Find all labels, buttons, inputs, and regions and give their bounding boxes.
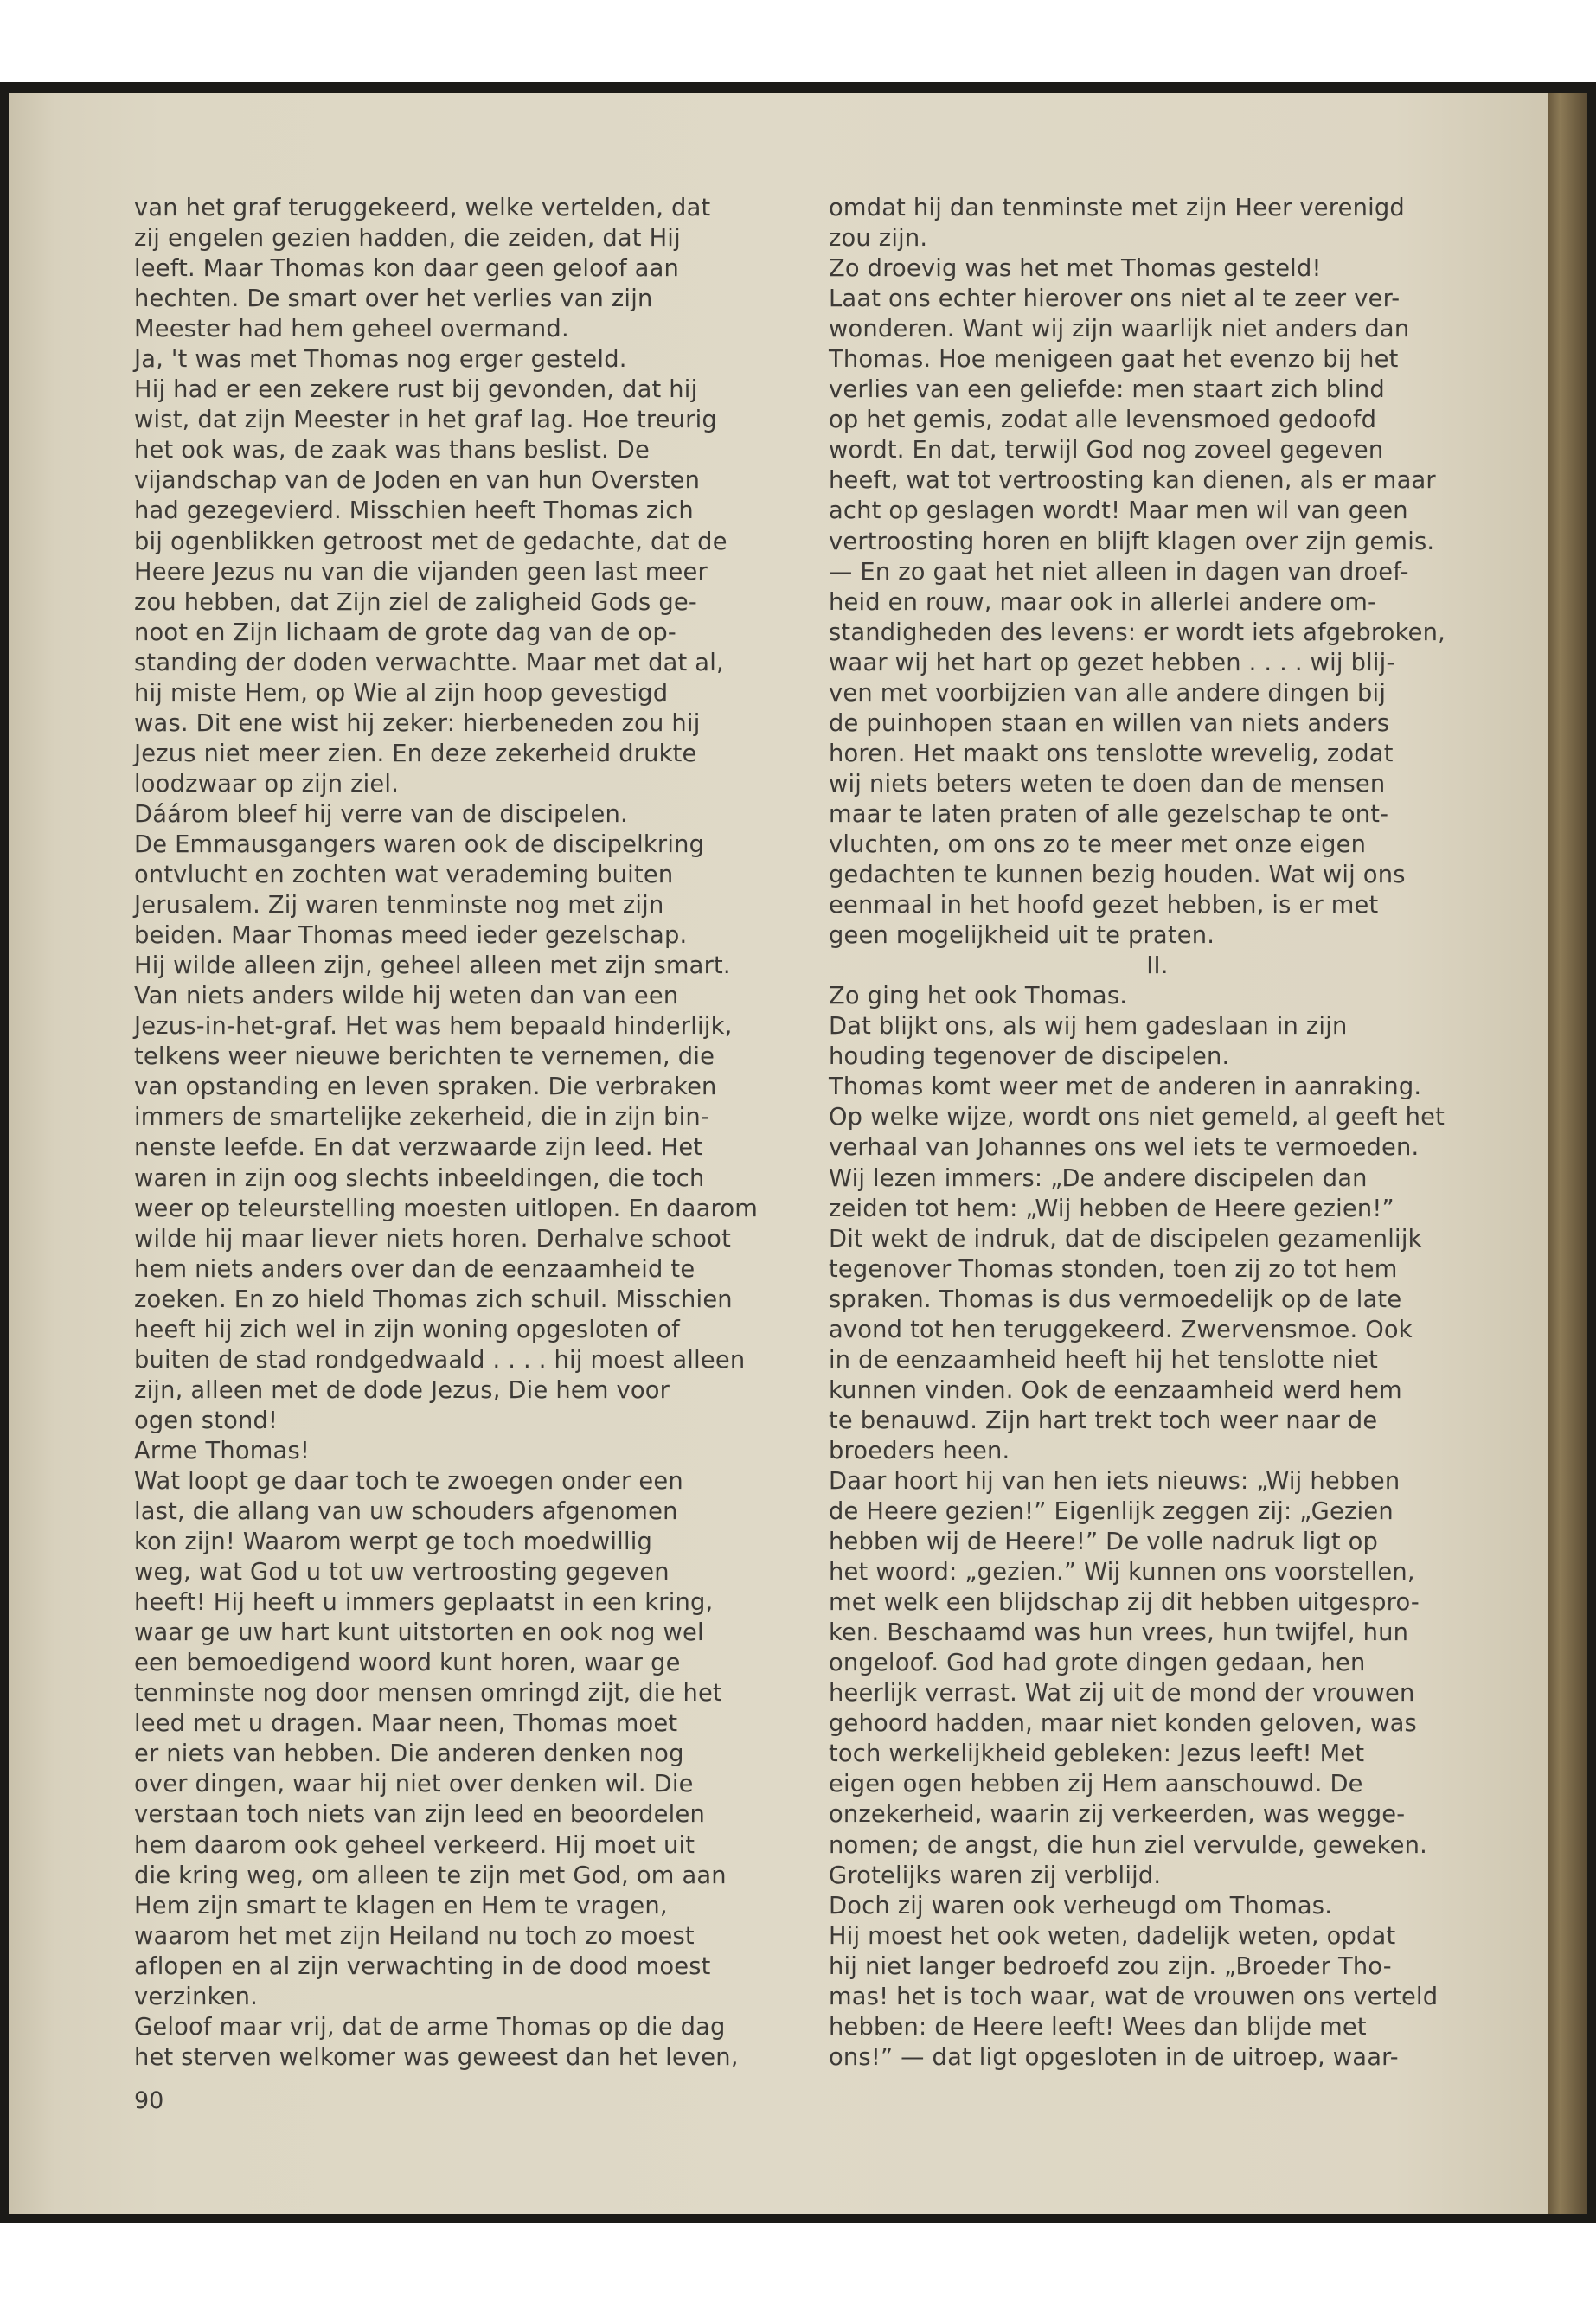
- text-line: broeders heen.: [829, 1437, 1010, 1465]
- text-line: avond tot hen teruggekeerd. Zwervensmoe. Ook: [829, 1316, 1413, 1343]
- text-line: van het graf teruggekeerd, welke vertelden, dat: [134, 195, 711, 221]
- text-line: Grotelijks waren zij verblijd.: [829, 1862, 1162, 1889]
- text-line: horen. Het maakt ons tenslotte wrevelig, zodat: [829, 740, 1394, 767]
- text-line: De Emmausgangers waren ook de discipelkring: [134, 830, 705, 858]
- text-line: Geloof maar vrij, dat de arme Thomas op die dag: [134, 2013, 726, 2041]
- text-line: zijn, alleen met de dode Jezus, Die hem voor: [134, 1376, 670, 1404]
- text-line: hem niets anders over dan de eenzaamheid te: [134, 1255, 695, 1283]
- text-line: toch werkelijkheid gebleken: Jezus leeft! Met: [829, 1740, 1365, 1768]
- text-line: Zo droevig was het met Thomas gesteld!: [829, 255, 1322, 283]
- text-line: de puinhopen staan en willen van niets anders: [829, 709, 1390, 737]
- text-line: hem daarom ook geheel verkeerd. Hij moet uit: [134, 1831, 695, 1859]
- text-line: was. Dit ene wist hij zeker: hierbeneden zou hij: [134, 709, 701, 737]
- text-line: heeft, wat tot vertroosting kan dienen, als er maar: [829, 467, 1436, 495]
- text-line: Op welke wijze, wordt ons niet gemeld, al geeft het: [829, 1104, 1445, 1131]
- text-line: onzekerheid, waarin zij verkeerden, was wegge-: [829, 1801, 1406, 1829]
- text-line: die kring weg, om alleen te zijn met God, om aan: [134, 1862, 727, 1889]
- text-line: Laat ons echter hierover ons niet al te zeer ver-: [829, 285, 1401, 313]
- text-line: Hij moest het ook weten, dadelijk weten, opdat: [829, 1922, 1396, 1950]
- text-line: heid en rouw, maar ook in allerlei andere om-: [829, 588, 1377, 616]
- text-line: het sterven welkomer was geweest dan het leven,: [134, 2043, 739, 2071]
- text-line: waar wij het hart op gezet hebben . . . . wij blij-: [829, 649, 1395, 676]
- text-line: kunnen vinden. Ook de eenzaamheid werd hem: [829, 1376, 1402, 1404]
- text-line: vijandschap van de Joden en van hun Oversten: [134, 467, 701, 495]
- text-line: tenminste nog door mensen omringd zijt, die het: [134, 1680, 722, 1708]
- text-line: verzinken.: [134, 1983, 258, 2010]
- text-line: hechten. De smart over het verlies van zijn: [134, 285, 653, 313]
- text-line: aflopen en al zijn verwachting in de dood moest: [134, 1952, 711, 1980]
- text-line: tegenover Thomas stonden, toen zij zo tot hem: [829, 1255, 1398, 1283]
- text-line: ontvlucht en zochten wat verademing buiten: [134, 862, 674, 889]
- text-line: Dáárom bleef hij verre van de discipelen.: [134, 800, 628, 828]
- text-line: vertroosting horen en blijft klagen over zijn gemis.: [829, 528, 1435, 555]
- text-line: Jerusalem. Zij waren tenminste nog met zijn: [134, 892, 664, 920]
- section-heading: II.: [1146, 952, 1169, 980]
- text-line: ongeloof. God had grote dingen gedaan, hen: [829, 1650, 1366, 1677]
- text-line: weg, wat God u tot uw vertroosting gegeven: [134, 1559, 670, 1586]
- text-line: standing der doden verwachtte. Maar met dat al,: [134, 649, 724, 676]
- text-line: wij niets beters weten te doen dan de mensen: [829, 770, 1386, 798]
- text-line: Heere Jezus nu van die vijanden geen last meer: [134, 558, 708, 586]
- text-line: op het gemis, zodat alle levensmoed gedoofd: [829, 407, 1377, 434]
- text-line: nenste leefde. En dat verzwaarde zijn leed. Het: [134, 1134, 703, 1162]
- text-line: kon zijn! Waarom werpt ge toch moedwillig: [134, 1529, 653, 1556]
- text-line: ken. Beschaamd was hun vrees, hun twijfel, hun: [829, 1619, 1409, 1647]
- page-number: 90: [134, 2087, 164, 2114]
- text-line: eigen ogen hebben zij Hem aanschouwd. De: [829, 1771, 1363, 1798]
- text-line: had gezegevierd. Misschien heeft Thomas zich: [134, 497, 694, 525]
- text-line: ven met voorbijzien van alle andere dingen bij: [829, 679, 1387, 707]
- text-line: vluchten, om ons zo te meer met onze eigen: [829, 830, 1367, 858]
- text-line: telkens weer nieuwe berichten te vernemen, die: [134, 1043, 715, 1071]
- text-line: wordt. En dat, terwijl God nog zoveel gegeven: [829, 437, 1384, 465]
- text-line: Dit wekt de indruk, dat de discipelen gezamenlijk: [829, 1225, 1422, 1253]
- text-line: omdat hij dan tenminste met zijn Heer verenigd: [829, 195, 1405, 221]
- text-line: zij engelen gezien hadden, die zeiden, dat Hij: [134, 225, 681, 253]
- text-line: de Heere gezien!” Eigenlijk zeggen zij: „Gezien: [829, 1498, 1394, 1526]
- text-line: noot en Zijn lichaam de grote dag van de op-: [134, 619, 676, 646]
- text-line: heeft hij zich wel in zijn woning opgesloten of: [134, 1316, 680, 1343]
- text-line: heerlijk verrast. Wat zij uit de mond der vrouwen: [829, 1680, 1415, 1708]
- text-line: Hij had er een zekere rust bij gevonden, dat hij: [134, 376, 698, 404]
- text-line: heeft! Hij heeft u immers geplaatst in een kring,: [134, 1589, 714, 1617]
- text-line: Zo ging het ook Thomas.: [829, 983, 1128, 1010]
- text-line: over dingen, waar hij niet over denken wil. Die: [134, 1771, 694, 1798]
- text-line: houding tegenover de discipelen.: [829, 1043, 1230, 1071]
- text-line: Wij lezen immers: „De andere discipelen dan: [829, 1164, 1368, 1192]
- text-line: Thomas. Hoe menigeen gaat het evenzo bij het: [829, 346, 1399, 374]
- text-line: gedachten te kunnen bezig houden. Wat wij ons: [829, 862, 1406, 889]
- text-line: met welk een blijdschap zij dit hebben uitgespro-: [829, 1589, 1420, 1617]
- text-line: weer op teleurstelling moesten uitlopen. En daarom: [134, 1195, 759, 1222]
- text-line: zoeken. En zo hield Thomas zich schuil. Misschien: [134, 1285, 733, 1313]
- text-line: spraken. Thomas is dus vermoedelijk op de late: [829, 1285, 1402, 1313]
- text-line: wilde hij maar liever niets horen. Derhalve schoot: [134, 1225, 731, 1253]
- text-line: wist, dat zijn Meester in het graf lag. Hoe treurig: [134, 407, 717, 434]
- text-line: Arme Thomas!: [134, 1437, 311, 1465]
- text-line: het woord: „gezien.” Wij kunnen ons voorstellen,: [829, 1559, 1415, 1586]
- text-line: — En zo gaat het niet alleen in dagen van droef-: [829, 558, 1409, 586]
- text-line: Hem zijn smart te klagen en Hem te vragen,: [134, 1892, 668, 1920]
- text-line: te benauwd. Zijn hart trekt toch weer naar de: [829, 1407, 1378, 1434]
- text-line: waren in zijn oog slechts inbeeldingen, die toch: [134, 1164, 705, 1192]
- text-line: gehoord hadden, maar niet konden geloven, was: [829, 1710, 1417, 1738]
- text-line: van opstanding en leven spraken. Die verbraken: [134, 1074, 717, 1101]
- text-line: standigheden des levens: er wordt iets afgebroken,: [829, 619, 1445, 646]
- text-line: hij miste Hem, op Wie al zijn hoop gevestigd: [134, 679, 669, 707]
- text-line: loodzwaar op zijn ziel.: [134, 770, 400, 798]
- text-line: acht op geslagen wordt! Maar men wil van geen: [829, 497, 1408, 525]
- text-line: ons!” — dat ligt opgesloten in de uitroep, waar-: [829, 2043, 1399, 2071]
- text-line: een bemoedigend woord kunt horen, waar ge: [134, 1650, 681, 1677]
- text-line: leeft. Maar Thomas kon daar geen geloof aan: [134, 255, 679, 283]
- text-line: Jezus niet meer zien. En deze zekerheid drukte: [134, 740, 697, 767]
- text-line: zou zijn.: [829, 225, 928, 253]
- text-line: het ook was, de zaak was thans beslist. De: [134, 437, 650, 465]
- text-line: hebben: de Heere leeft! Wees dan blijde met: [829, 2013, 1367, 2041]
- text-line: buiten de stad rondgedwaald . . . . hij moest alleen: [134, 1346, 746, 1374]
- text-line: geen mogelijkheid uit te praten.: [829, 922, 1215, 950]
- text-line: ogen stond!: [134, 1407, 279, 1434]
- text-line: verlies van een geliefde: men staart zich blind: [829, 376, 1385, 404]
- text-line: mas! het is toch waar, wat de vrouwen ons verteld: [829, 1983, 1439, 2010]
- text-line: Van niets anders wilde hij weten dan van een: [134, 983, 679, 1010]
- text-line: in de eenzaamheid heeft hij het tenslotte niet: [829, 1346, 1379, 1374]
- text-line: Doch zij waren ook verheugd om Thomas.: [829, 1892, 1333, 1920]
- text-line: Dat blijkt ons, als wij hem gadeslaan in zijn: [829, 1013, 1348, 1041]
- text-line: waar ge uw hart kunt uitstorten en ook nog wel: [134, 1619, 704, 1647]
- text-line: zeiden tot hem: „Wij hebben de Heere gezien!”: [829, 1195, 1394, 1222]
- text-line: Ja, 't was met Thomas nog erger gesteld.: [134, 346, 627, 374]
- text-line: Jezus-in-het-graf. Het was hem bepaald hinderlijk,: [134, 1013, 733, 1041]
- text-line: wonderen. Want wij zijn waarlijk niet anders dan: [829, 316, 1410, 343]
- text-line: last, die allang van uw schouders afgenomen: [134, 1498, 678, 1526]
- text-line: Daar hoort hij van hen iets nieuws: „Wij hebben: [829, 1467, 1401, 1495]
- left-text-column: [134, 193, 792, 2073]
- text-line: maar te laten praten of alle gezelschap te ont-: [829, 800, 1389, 828]
- text-line: Wat loopt ge daar toch te zwoegen onder een: [134, 1467, 683, 1495]
- text-line: leed met u dragen. Maar neen, Thomas moet: [134, 1710, 678, 1738]
- text-line: eenmaal in het hoofd gezet hebben, is er met: [829, 892, 1379, 920]
- text-line: Thomas komt weer met de anderen in aanraking.: [829, 1074, 1422, 1101]
- text-line: immers de smartelijke zekerheid, die in zijn bin-: [134, 1104, 709, 1131]
- text-line: waarom het met zijn Heiland nu toch zo moest: [134, 1922, 695, 1950]
- text-line: nomen; de angst, die hun ziel vervulde, geweken.: [829, 1831, 1428, 1859]
- text-line: verhaal van Johannes ons wel iets te vermoeden.: [829, 1134, 1420, 1162]
- text-line: hij niet langer bedroefd zou zijn. „Broeder Tho-: [829, 1952, 1392, 1980]
- text-line: Hij wilde alleen zijn, geheel alleen met zijn smart.: [134, 952, 731, 980]
- text-line: beiden. Maar Thomas meed ieder gezelschap.: [134, 922, 688, 950]
- page-edge: [1548, 93, 1587, 2214]
- text-line: Meester had hem geheel overmand.: [134, 316, 569, 343]
- text-line: bij ogenblikken getroost met de gedachte, dat de: [134, 528, 727, 555]
- right-text-column: [829, 193, 1486, 2073]
- text-line: zou hebben, dat Zijn ziel de zaligheid Gods ge-: [134, 588, 697, 616]
- text-line: er niets van hebben. Die anderen denken nog: [134, 1740, 684, 1768]
- text-line: verstaan toch niets van zijn leed en beoordelen: [134, 1801, 705, 1829]
- text-line: hebben wij de Heere!” De volle nadruk ligt op: [829, 1529, 1379, 1556]
